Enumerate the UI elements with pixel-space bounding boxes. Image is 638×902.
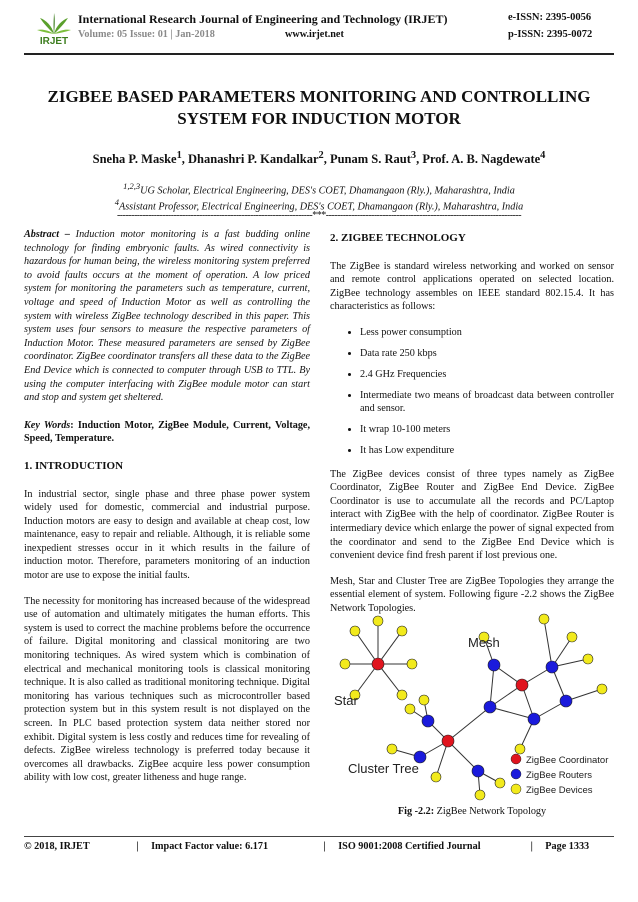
mesh-label: Mesh	[468, 635, 500, 650]
footer-iso: ISO 9001:2008 Certified Journal	[338, 841, 481, 852]
keywords: Key Words: Induction Motor, ZigBee Module, Current, Voltage, Speed, Temperature.	[24, 419, 310, 445]
header-rule	[24, 53, 614, 55]
title-line-1: ZIGBEE BASED PARAMETERS MONITORING AND CONTROLLING	[47, 87, 591, 106]
topology-diagram	[330, 607, 614, 802]
legend-label-routers: ZigBee Routers	[526, 770, 593, 781]
author-4: Prof. A. B. Nagdewate	[422, 152, 541, 167]
list-item: • Less power consumption	[360, 326, 614, 340]
affiliation-1: $^{1,2,3}$UG Scholar, Electrical Engineering, DES's COET, Dhamangaon (Rly.), Maharashtra, India	[123, 181, 515, 197]
cluster-tree-label: Cluster Tree	[348, 761, 419, 776]
zigbee-topology-figure	[330, 607, 614, 802]
list-item: • 2.4 GHz Frequencies	[360, 368, 614, 382]
footer-page-number: Page 1333	[545, 841, 590, 852]
irjet-logo	[34, 12, 74, 48]
footer-copyright: © 2018, IRJET	[24, 841, 90, 852]
volume-issue: Volume: 05 Issue: 01 | Jan-2018	[78, 29, 215, 40]
journal-title: International Research Journal of Engineering and Technology (IRJET)	[78, 12, 448, 26]
legend-swatch-routers	[511, 769, 521, 779]
intro-paragraph-1: In industrial sector, single phase and three phase power system widely used for domestic, commercial and industrial purpose. Induction motors are easy to design and available at cheap cost, low maintenance, easy to repair and reliable. Although, it is reliable some inexpedient stresses occur in it which results in the failure of induction motor. Therefore, parameters monitoring of an induction motor are use to expose the initial faults.	[24, 488, 310, 582]
right-column	[330, 228, 614, 628]
legend-swatch-coordinator	[511, 754, 521, 764]
separator-line: ---------------------------------------------------------------------***---------------------------------------------------------------------	[116, 210, 522, 221]
page-footer: © 2018, IRJET | Impact Factor value: 6.171 | ISO 9001:2008 Certified Journal | Page 1333	[24, 841, 590, 852]
zigbee-paragraph-2: The ZigBee devices consist of three types namely as ZigBee Coordinator, ZigBee Router and ZigBee End Device. ZigBee Coordinator is use to accumulate all the records and PC/Laptop interact with ZigBee with the help of coordinator. ZigBee Router is intermediary device which enlarge the power of signal expected from the coordinator and send to the ZigBee End Device which is convenient device find fresh parent if lost previous one.	[330, 468, 614, 562]
legend	[511, 754, 608, 796]
list-item: • Data rate 250 kbps	[360, 347, 614, 361]
star-label: Star	[334, 693, 358, 708]
legend-label-coordinator: ZigBee Coordinator	[526, 755, 609, 766]
author-1: Sneha P. Maske	[92, 152, 177, 167]
legend-label-devices: ZigBee Devices	[526, 785, 593, 796]
figure-caption: Fig -2.2: ZigBee Network Topology	[397, 806, 547, 817]
affiliation-2: $^4$Assistant Professor, Electrical Engineering, DES's COET, Dhamangaon (Rly.), Maharashtra, India	[114, 197, 524, 213]
abstract: Abstract – Induction motor monitoring is a fast budding online technology for finding embryonic faults. As wired connectivity is hazardous for human being, the wireless monitoring system preferred to avoid faults occurs at the moment of operation. A low priced system for monitoring the parameters such as temperature, current, voltage and speed of Induction Motor as well as controlling the system with wireless ZigBee technology described in this paper. This system uses four sensors to measure the respective parameters of Induction Motor. These measured parameters are sensed by ZigBee coordinator. ZigBee coordinator transfers all these data to the ZigBee End Device which is connected to computer through USB to TTL. By using the computer interfacing with ZigBee module motor can start and stop and system get sheltered.	[24, 229, 310, 404]
section-heading-zigbee: 2. ZIGBEE TECHNOLOGY	[330, 232, 466, 244]
paper-title	[24, 86, 614, 130]
intro-paragraph-2: The necessity for monitoring has increased because of the widespread use of automation and ultimately mitigates the human efforts. This system is used to correct the machine problems before the occurrence of failure. Digital monitoring and classical monitoring are two monitoring techniques. As wired system which is combination of electrical and mechanical monitoring tools is classical monitoring technique. It is also called as traditional monitoring technique. Digital monitoring has various techniques such as microcontroller based protection system but in this system result is not displayed on the screen. In PLC based protection system data neither stored nor exhibit. Digital system is less costly and reduces time for revealing of defects. ZigBee wireless technology is preferred today because it overcomes all drawbacks. ZigBee acquire less power consumption ability with low cost, greater litheness and huge range.	[24, 595, 310, 784]
logo-text: IRJET	[39, 36, 69, 47]
footer-impact-factor: Impact Factor value: 6.171	[151, 841, 269, 852]
abstract-label: Abstract –	[24, 229, 76, 240]
legend-swatch-devices	[511, 784, 521, 794]
section-heading-introduction: 1. INTRODUCTION	[24, 459, 124, 472]
zigbee-paragraph-3: Mesh, Star and Cluster Tree are ZigBee Topologies they arrange the essential element of system. Following figure -2.2 shows the ZigBee Network Topologies.	[330, 575, 614, 614]
author-2: Dhanashri P. Kandalkar	[188, 152, 319, 167]
feature-list	[330, 326, 614, 458]
e-issn: e-ISSN: 2395-0056	[508, 12, 592, 23]
author-3: Punam S. Raut	[329, 152, 411, 167]
author-list: Sneha P. Maske$^1$, Dhanashri P. Kandalkar$^2$, Punam S. Raut$^3$, Prof. A. B. Nagdewate$^4$	[92, 150, 546, 167]
website-link[interactable]: www.irjet.net	[285, 29, 344, 40]
zigbee-paragraph-1: The ZigBee is standard wireless networking and worked on sensor and remote control applications operated on selected location. ZigBee technology assembles on IEEE standard 802.15.4. It has characteristics as follows:	[330, 260, 614, 313]
title-line-2: SYSTEM FOR INDUCTION MOTOR	[177, 109, 461, 128]
footer-rule	[24, 836, 614, 837]
list-item: • It has Low expenditure	[360, 444, 614, 458]
list-item: • It wrap 10-100 meters	[360, 423, 614, 437]
list-item: • Intermediate two means of broadcast data between controller and sensor.	[360, 389, 614, 416]
left-column	[24, 228, 310, 797]
p-issn: p-ISSN: 2395-0072	[508, 29, 593, 40]
